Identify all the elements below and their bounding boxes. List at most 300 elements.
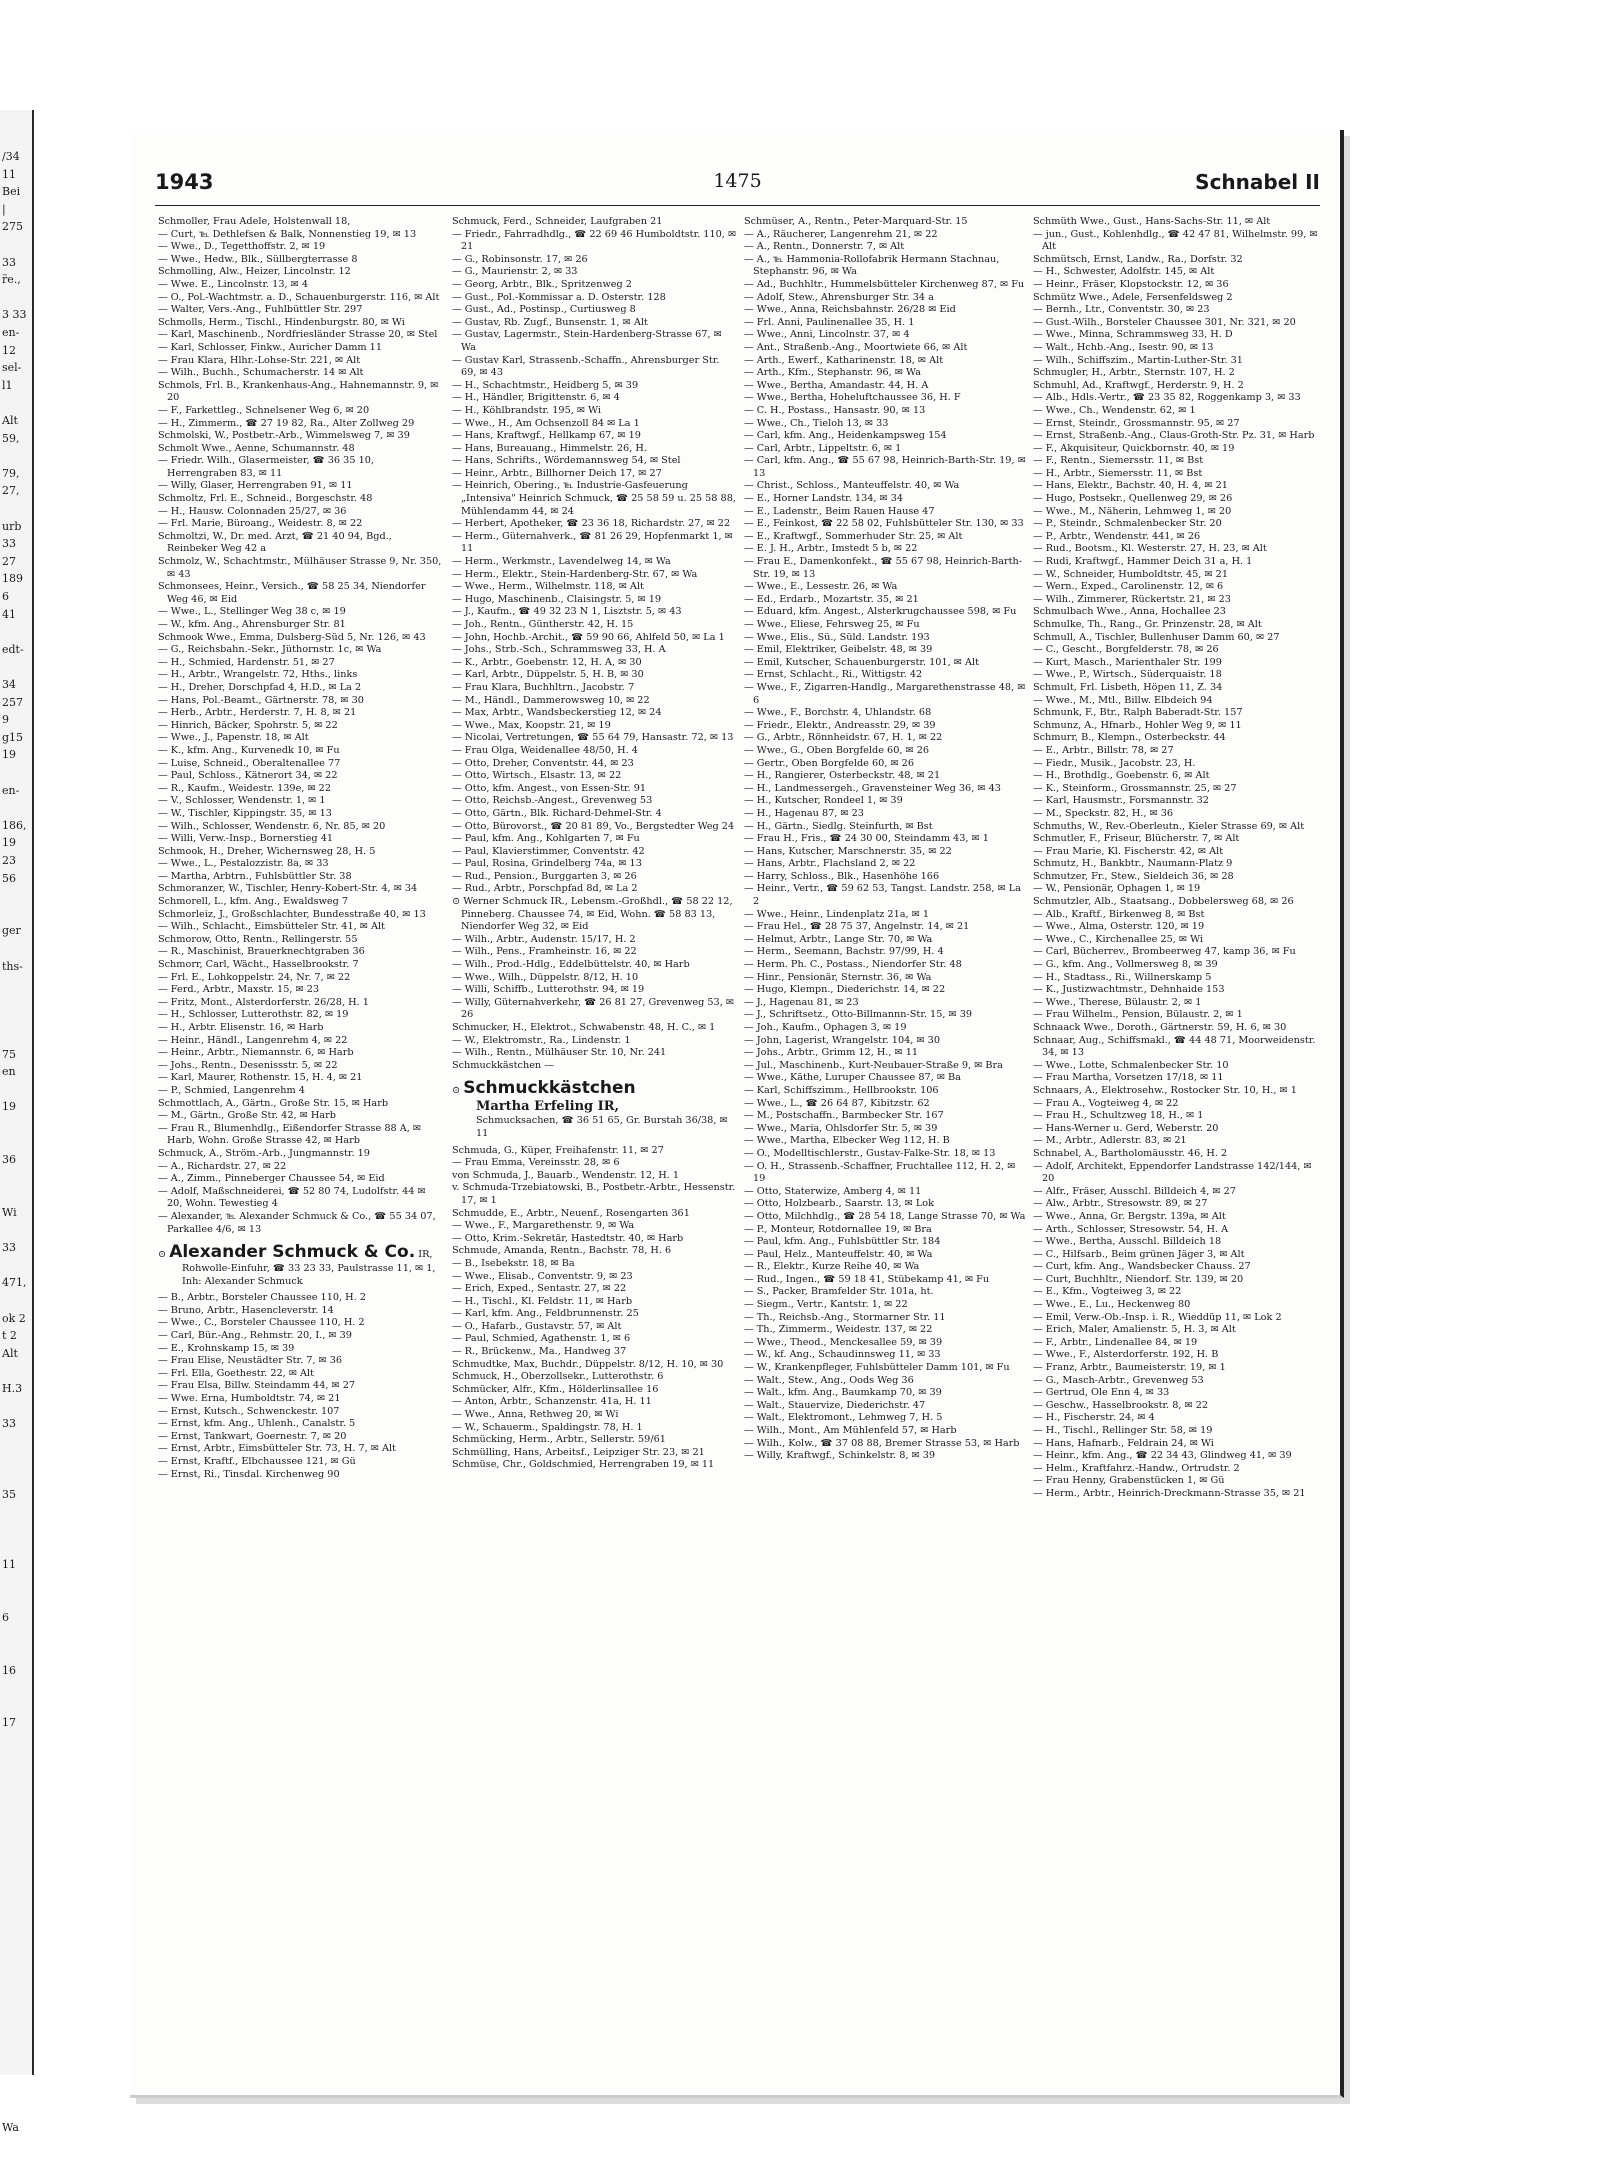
directory-entry: — Hans, Pol.-Beamt., Gärtnerstr. 78, ✉ 30 xyxy=(158,694,364,706)
column-3 xyxy=(744,216,1029,2066)
directory-entry: — Emil, Verw.-Ob.-Insp. i. R., Wieddüp 11, ✉ Lok 2 xyxy=(1033,1311,1282,1323)
directory-entry: — W., Krankenpfleger, Fuhlsbütteler Damm 101, ✉ Fu xyxy=(744,1362,1010,1374)
directory-entry: — G., Arbtr., Rönnheidstr. 67, H. 1, ✉ 22 xyxy=(744,732,943,744)
directory-entry: — G., kfm. Ang., Vollmersweg 8, ✉ 39 xyxy=(1033,959,1218,971)
directory-entry: — Karl, kfm. Ang., Feldbrunnenstr. 25 xyxy=(452,1308,639,1320)
directory-entry: — W., Elektromstr., Ra., Lindenstr. 1 xyxy=(452,1034,631,1046)
directory-entry: — Willy, Glaser, Herrengraben 91, ✉ 11 xyxy=(158,480,353,492)
directory-entry: — Wwe., F., Alsterdorferstr. 192, H. B xyxy=(1033,1349,1219,1361)
directory-entry: — O., Hafarb., Gustavstr. 57, ✉ Alt xyxy=(452,1320,622,1332)
directory-entry: Schnaack Wwe., Doroth., Gärtnerstr. 59, H. 6, ✉ 30 xyxy=(1033,1022,1287,1033)
directory-entry: — Gust., Pol.-Kommissar a. D. Osterstr. 128 xyxy=(452,291,666,303)
directory-entry: — Ernst, Kraftf., Elbchaussee 121, ✉ Gü xyxy=(158,1456,356,1467)
directory-entry: — Ernst, Schlacht., Ri., Wittigstr. 42 xyxy=(744,669,923,681)
directory-entry: Schmoltz, Frl. E., Schneid., Borgeschstr. 48 xyxy=(158,493,373,505)
directory-entry: — Hinrich, Bäcker, Spohrstr. 5, ✉ 22 xyxy=(158,719,338,731)
directory-entry: — Wwe., Minna, Schrammsweg 33, H. D xyxy=(1033,329,1233,341)
directory-entry: — Heinr., Arbtr., Niemannstr. 6, ✉ Harb xyxy=(158,1047,354,1059)
margin-fragment: ger xyxy=(2,924,21,938)
directory-entry: — Gust.-Wilh., Borsteler Chaussee 301, Nr. 321, ✉ 20 xyxy=(1033,316,1296,328)
directory-entry: — Ant., Straßenb.-Ang., Moortwiete 66, ✉ Alt xyxy=(744,341,968,353)
advertisement-schmuckkaestchen xyxy=(452,1078,737,1140)
directory-entry: — Frau Martha, Vorsetzen 17/18, ✉ 11 xyxy=(1033,1072,1224,1084)
directory-entry: — Wilh., Prod.-Hdlg., Eddelbüttelstr. 40, ✉ Harb xyxy=(452,959,690,971)
directory-entry: — Wwe., Hedw., Blk., Süllbergterrasse 8 xyxy=(158,253,358,265)
directory-entry: — Walt., Hchb.-Ang., Isestr. 90, ✉ 13 xyxy=(1033,341,1214,353)
margin-fragment: H.3 xyxy=(2,1382,23,1395)
directory-entry: — Walt., kfm. Ang., Baumkamp 70, ✉ 39 xyxy=(744,1387,942,1399)
directory-entry: — Harry, Schloss., Blk., Hasenhöhe 166 xyxy=(744,870,940,882)
directory-entry: — Frau Elise, Neustädter Str. 7, ✉ 36 xyxy=(158,1355,343,1367)
directory-entry: Schmult, Frl. Lisbeth, Höpen 11, Z. 34 xyxy=(1033,681,1223,693)
margin-fragment: l1 xyxy=(2,378,13,392)
directory-entry: — Frau Olga, Weidenallee 48/50, H. 4 xyxy=(452,744,638,756)
margin-fragment: 56 xyxy=(2,871,16,885)
directory-entry: — M., Gärtn., Große Str. 42, ✉ Harb xyxy=(158,1110,336,1122)
directory-entry: — Frau Emma, Vereinsstr. 28, ✉ 6 xyxy=(452,1157,620,1169)
ad-text: Schmucksachen, ☎ 36 51 65, Gr. Burstah 36/38, ✉ 11 xyxy=(476,1115,728,1139)
directory-entry: Schmolls, Herm., Tischl., Hindenburgstr. 80, ✉ Wi xyxy=(158,316,405,328)
directory-entry: — Wwe., Therese, Bülaustr. 2, ✉ 1 xyxy=(1033,996,1202,1008)
directory-entry: — Karl, Hausmstr., Forsmannstr. 32 xyxy=(1033,795,1209,807)
directory-entry: — Hugo, Klempn., Diederichstr. 14, ✉ 22 xyxy=(744,984,946,996)
directory-entry: — Karl, Maurer, Rothenstr. 15, H. 4, ✉ 21 xyxy=(158,1072,363,1084)
ad-title-line xyxy=(452,1078,737,1099)
directory-entry: Schmüse, Chr., Goldschmied, Herrengraben 19, ✉ 11 xyxy=(452,1459,715,1471)
directory-entry: — Bernh., Ltr., Conventstr. 30, ✉ 23 xyxy=(1033,304,1210,316)
directory-entry: — H., Hausw. Colonnaden 25/27, ✉ 36 xyxy=(158,505,347,517)
margin-fragment: Bei xyxy=(2,185,21,199)
directory-entry: — John, Hochb.-Archit., ☎ 59 90 66, Ahlfeld 50, ✉ La 1 xyxy=(452,631,725,643)
directory-entry: — Wwe., C., Kirchenallee 25, ✉ Wi xyxy=(1033,933,1203,945)
directory-entry: — Willy, Kraftwgf., Schinkelstr. 8, ✉ 39 xyxy=(744,1450,936,1462)
directory-entry: — Otto, Staterwize, Amberg 4, ✉ 11 xyxy=(744,1185,922,1197)
margin-fragment: 11 xyxy=(2,1558,16,1571)
margin-fragment: 186, xyxy=(2,818,27,832)
directory-entry: — Wwe., Anna, Gr. Bergstr. 139a, ✉ Alt xyxy=(1033,1210,1226,1222)
directory-entry: — Walt., Elektromont., Lehmweg 7, H. 5 xyxy=(744,1412,943,1424)
ad-title-line xyxy=(158,1242,443,1263)
margin-fragment: urb xyxy=(2,519,22,533)
directory-entry: — Johs., Arbtr., Grimm 12, H., ✉ 11 xyxy=(744,1047,919,1059)
directory-entry: — Gustav Karl, Strassenb.-Schaffn., Ahrensburger Str. 69, ✉ 43 xyxy=(452,354,720,379)
directory-entry: — E., Kraftwgf., Sommerhuder Str. 25, ✉ Alt xyxy=(744,530,963,542)
directory-entry: — Ed., Erdarb., Mozartstr. 35, ✉ 21 xyxy=(744,593,919,605)
directory-entry: — Wwe., Elis., Sü., Süld. Landstr. 193 xyxy=(744,631,930,643)
directory-entry: — R., Elektr., Kurze Reihe 40, ✉ Wa xyxy=(744,1261,920,1273)
directory-entry: — Wwe., Max, Koopstr. 21, ✉ 19 xyxy=(452,719,611,731)
directory-entry: — Christ., Schloss., Manteuffelstr. 40, ✉ Wa xyxy=(744,480,960,492)
directory-entry: — Rud., Bootsm., Kl. Westerstr. 27, H. 23, ✉ Alt xyxy=(1033,543,1267,555)
directory-entry: — Alfr., Fräser, Ausschl. Billdeich 4, ✉ 27 xyxy=(1033,1185,1236,1197)
directory-entry: — Ernst, kfm. Ang., Uhlenh., Canalstr. 5 xyxy=(158,1418,356,1430)
advertisement-alexander-schmuck xyxy=(158,1242,443,1288)
directory-entry: — Wilh., Schiffszim., Martin-Luther-Str. 31 xyxy=(1033,354,1243,366)
directory-entry: — M., Postschaffn., Barmbecker Str. 167 xyxy=(744,1110,944,1122)
directory-entry: Schmudtke, Max, Buchdr., Düppelstr. 8/12, H. 10, ✉ 30 xyxy=(452,1358,724,1370)
directory-entry: Schmuda, G., Küper, Freihafenstr. 11, ✉ 27 xyxy=(452,1144,664,1156)
column-1 xyxy=(158,216,443,2066)
directory-entry: — Alb., Kraftf., Birkenweg 8, ✉ Bst xyxy=(1033,908,1205,920)
margin-fragment: 19 xyxy=(2,748,16,762)
previous-page-edge xyxy=(0,110,34,2135)
directory-entry: — Hans, Elektr., Bachstr. 40, H. 4, ✉ 21 xyxy=(1033,480,1228,492)
directory-entry: — P., Monteur, Rotdornallee 19, ✉ Bra xyxy=(744,1223,932,1235)
directory-entry: — Hans, Bureauang., Himmelstr. 26, H. xyxy=(452,442,647,454)
margin-fragment: 3 33 xyxy=(2,308,27,322)
directory-entry: — Emil, Kutscher, Schauenburgerstr. 101, ✉ Alt xyxy=(744,656,979,668)
directory-entry: — Arth., Ewerf., Katharinenstr. 18, ✉ Alt xyxy=(744,354,944,366)
directory-entry: — F., Rentn., Siemersstr. 11, ✉ Bst xyxy=(1033,455,1204,467)
directory-entry: Schmütz Wwe., Adele, Fersenfeldsweg 2 xyxy=(1033,291,1233,303)
directory-entry: Schmuths, W., Rev.-Oberleutn., Kieler Strasse 69, ✉ Alt xyxy=(1033,820,1305,832)
directory-entry: — Adolf, Architekt, Eppendorfer Landstrasse 142/144, ✉ 20 xyxy=(1033,1160,1312,1185)
directory-entry: — Max, Arbtr., Wandsbeckerstieg 12, ✉ 24 xyxy=(452,707,662,719)
directory-entry: — Fiedr., Musik., Jacobstr. 23, H. xyxy=(1033,757,1196,769)
directory-entry: — Hans, Kraftwgf., Hellkamp 67, ✉ 19 xyxy=(452,430,641,442)
directory-entry: — Ernst, Kutsch., Schwenckestr. 107 xyxy=(158,1405,340,1417)
margin-fragment: 257 xyxy=(2,695,23,709)
column-4 xyxy=(1033,216,1321,2066)
margin-fragment: t 2 xyxy=(2,1329,17,1343)
directory-entry: — Franz, Arbtr., Baumeisterstr. 19, ✉ 1 xyxy=(1033,1362,1226,1374)
directory-entry: — Frau Hel., ☎ 28 75 37, Angelnstr. 14, ✉ 21 xyxy=(744,921,970,933)
margin-fragment: 75 xyxy=(2,1047,16,1061)
directory-entry: — Jul., Maschinenb., Kurt-Neubauer-Straße 9, ✉ Bra xyxy=(744,1059,1003,1071)
directory-entry: Schmugler, H., Arbtr., Sternstr. 107, H. 2 xyxy=(1033,367,1235,379)
directory-entry: — Wwe. E., Lincolnstr. 13, ✉ 4 xyxy=(158,278,309,290)
directory-entry: — H., Zimmerm., ☎ 27 19 82, Ra., Alter Zollweg 29 xyxy=(158,417,415,429)
column-2 xyxy=(452,216,737,2066)
directory-entry: — H., Schachtmstr., Heidberg 5, ✉ 39 xyxy=(452,379,639,391)
margin-fragment: 9 xyxy=(2,713,9,727)
directory-entry: — Paul, Helz., Manteuffelstr. 40, ✉ Wa xyxy=(744,1248,933,1260)
directory-entry: — Joh., Rentn., Güntherstr. 42, H. 15 xyxy=(452,619,634,630)
directory-entry: — Heinr., Arbtr., Billhorner Deich 17, ✉ 27 xyxy=(452,467,662,479)
directory-entry: — Eduard, kfm. Angest., Alsterkrugchaussee 598, ✉ Fu xyxy=(744,606,1017,618)
directory-entry: Schmunk, F., Btr., Ralph Baberadt-Str. 157 xyxy=(1033,707,1243,719)
directory-entry: — Helmut, Arbtr., Lange Str. 70, ✉ Wa xyxy=(744,933,933,945)
directory-entry: — H., Kutscher, Rondeel 1, ✉ 39 xyxy=(744,795,903,807)
directory-entry: — Erich, Exped., Sentastr. 27, ✉ 22 xyxy=(452,1283,627,1295)
directory-entry: — Carl, Bücherrev., Brombeerweg 47, kamp 36, ✉ Fu xyxy=(1033,946,1296,958)
margin-fragment: 19 xyxy=(2,836,16,850)
directory-entry: — Wwe., F., Zigarren-Handlg., Margarethenstrasse 48, ✉ 6 xyxy=(744,681,1026,706)
directory-entry: — Herm. Ph. C., Postass., Niendorfer Str. 48 xyxy=(744,959,962,971)
circle-mark-icon: ⊙ xyxy=(452,1085,464,1097)
ad-title: Alexander Schmuck & Co. xyxy=(169,1242,416,1263)
directory-entry: — H., Köhlbrandstr. 195, ✉ Wi xyxy=(452,404,601,416)
directory-entry: Schmuck, A., Ström.-Arb., Jungmannstr. 19 xyxy=(158,1147,370,1159)
directory-entry: — Ernst, Arbtr., Eimsbütteler Str. 73, H. 7, ✉ Alt xyxy=(158,1443,396,1455)
directory-entry: — Curt, kfm. Ang., Wandsbecker Chauss. 27 xyxy=(1033,1261,1251,1273)
directory-entry: Schmoller, Frau Adele, Holstenwall 18, xyxy=(158,216,351,227)
directory-entry: — Wwe., H., Am Ochsenzoll 84 ✉ La 1 xyxy=(452,417,640,429)
directory-page xyxy=(130,130,1344,2098)
directory-entry: — Wwe., Bertha, Ausschl. Billdeich 18 xyxy=(1033,1236,1222,1248)
directory-entry: — Walt., Stauervize, Diederichstr. 47 xyxy=(744,1399,926,1411)
directory-entry: — H., Stadtass., Ri., Willnerskamp 5 xyxy=(1033,971,1212,983)
directory-entry: — Wwe., J., Papenstr. 18, ✉ Alt xyxy=(158,732,309,744)
directory-entry: — Herm., Arbtr., Heinrich-Dreckmann-Strasse 35, ✉ 21 xyxy=(1033,1487,1306,1499)
directory-entry: Schmorell, L., kfm. Ang., Ewaldsweg 7 xyxy=(158,896,349,908)
directory-entry: Schmutzler, Alb., Staatsang., Dobbelersweg 68, ✉ 26 xyxy=(1033,896,1294,908)
directory-entry: Schmüser, A., Rentn., Peter-Marquard-Str. 15 xyxy=(744,216,968,227)
circle-mark-icon: ⊙ xyxy=(158,1249,170,1261)
directory-entry: — G., Maurienstr. 2, ✉ 33 xyxy=(452,266,578,278)
margin-fragment: Alt xyxy=(2,1346,18,1360)
directory-entry: — H., Arbtr., Wrangelstr. 72, Hths., links xyxy=(158,669,358,681)
directory-entry: — W., Schneider, Humboldtstr. 45, ✉ 21 xyxy=(1033,568,1228,580)
directory-entry: — Friedr., Elektr., Andreasstr. 29, ✉ 39 xyxy=(744,719,936,731)
directory-entry: — W., kfm. Ang., Ahrensburger Str. 81 xyxy=(158,619,346,630)
margin-fragment: en- xyxy=(2,326,20,339)
directory-entry: — Carl, Bür.-Ang., Rehmstr. 20, I., ✉ 39 xyxy=(158,1330,352,1342)
directory-entry: — Wwe., G., Oben Borgfelde 60, ✉ 26 xyxy=(744,744,930,756)
directory-entry: — John, Lagerist, Wrangelstr. 104, ✉ 30 xyxy=(744,1034,940,1046)
directory-entry: — Georg, Arbtr., Blk., Spritzenweg 2 xyxy=(452,278,632,290)
directory-entry: — E., Ladenstr., Beim Rauen Hause 47 xyxy=(744,505,935,517)
directory-entry: — V., Schlosser, Wendenstr. 1, ✉ 1 xyxy=(158,795,326,807)
directory-entry: — Frl. Ella, Goethestr. 22, ✉ Alt xyxy=(158,1367,315,1379)
page-header xyxy=(155,170,1320,202)
directory-entry: — Rud., Arbtr., Porschpfad 8d, ✉ La 2 xyxy=(452,883,638,895)
margin-fragment: g15 xyxy=(2,730,24,744)
directory-entry: — Frau H., Schultzweg 18, H., ✉ 1 xyxy=(1033,1110,1204,1122)
directory-entry: — Ad., Buchhltr., Hummelsbütteler Kirchenweg 87, ✉ Fu xyxy=(744,278,1025,290)
directory-entry: Schmucker, H., Elektrot., Schwabenstr. 48, H. C., ✉ 1 xyxy=(452,1022,716,1033)
directory-entry: — Wern., Exped., Carolinenstr. 12, ✉ 6 xyxy=(1033,581,1224,593)
directory-entry: — Luise, Schneid., Oberaltenallee 77 xyxy=(158,757,341,769)
directory-entry: — Wwe., Lotte, Schmalenbecker Str. 10 xyxy=(1033,1059,1229,1071)
directory-entry: Schmull, A., Tischler, Bullenhuser Damm 60, ✉ 27 xyxy=(1033,631,1280,643)
directory-entry: Schmutz, H., Bankbtr., Naumann-Platz 9 xyxy=(1033,858,1233,870)
directory-entry: — Wwe., Bertha, Amandastr. 44, H. A xyxy=(744,379,929,391)
directory-entry: — Rud., Pension., Burggarten 3, ✉ 26 xyxy=(452,870,637,882)
directory-entry: — Wwe., Käthe, Luruper Chaussee 87, ✉ Ba xyxy=(744,1072,961,1084)
directory-entry: — H., Schmied, Hardenstr. 51, ✉ 27 xyxy=(158,656,335,668)
margin-fragment: Alt xyxy=(2,414,18,427)
margin-fragment: 34 xyxy=(2,678,16,691)
directory-entry: — Willi, Schiffb., Lutterothstr. 94, ✉ 19 xyxy=(452,984,645,996)
directory-entry: — Wwe., Theod., Menckesallee 59, ✉ 39 xyxy=(744,1336,943,1348)
directory-entry: Schmottlach, A., Gärtn., Große Str. 15, ✉ Harb xyxy=(158,1097,389,1109)
margin-fragment: 35 xyxy=(2,1487,16,1501)
directory-entry: — Ferd., Arbtr., Maxstr. 15, ✉ 23 xyxy=(158,984,320,996)
directory-entry: — Wwe., D., Tegetthoffstr. 2, ✉ 19 xyxy=(158,241,326,253)
directory-entry: — P., Steindr., Schmalenbecker Str. 20 xyxy=(1033,518,1222,530)
directory-entry: — Wilh., Buchh., Schumacherstr. 14 ✉ Alt xyxy=(158,367,364,379)
directory-entry: — Otto, Bürovorst., ☎ 20 81 89, Vo., Bergstedter Weg 24 xyxy=(452,820,735,832)
directory-entry: — K., Steinform., Grossmannstr. 25, ✉ 27 xyxy=(1033,782,1237,794)
directory-entry: Schmücking, Herm., Arbtr., Sellerstr. 59/61 xyxy=(452,1434,666,1446)
directory-entry: — H., Tischl., Kl. Feldstr. 11, ✉ Harb xyxy=(452,1295,633,1307)
directory-entry: — Anton, Arbtr., Schanzenstr. 41a, H. 11 xyxy=(452,1396,652,1408)
directory-entry: Schnabel, A., Bartholomäusstr. 46, H. 2 xyxy=(1033,1147,1228,1159)
directory-entry: — Ernst, Straßenb.-Ang., Claus-Groth-Str. Pz. 31, ✉ Harb xyxy=(1033,430,1315,442)
margin-fragment: 33 xyxy=(2,1417,16,1431)
margin-fragment: 41 xyxy=(2,607,16,621)
directory-entry: — Arth., Kfm., Stephanstr. 96, ✉ Wa xyxy=(744,367,921,379)
directory-entry: — Wwe., Herm., Wilhelmstr. 118, ✉ Alt xyxy=(452,581,644,593)
directory-entry: — Fritz, Mont., Alsterdorferstr. 26/28, H. 1 xyxy=(158,996,369,1008)
margin-fragment: 17 xyxy=(2,1716,16,1730)
directory-entry: Schnaars, A., Elektrosehw., Rostocker Str. 10, H., ✉ 1 xyxy=(1033,1084,1297,1096)
margin-fragment: 11 xyxy=(2,167,16,181)
directory-entry: — Bruno, Arbtr., Hasencleverstr. 14 xyxy=(158,1304,334,1316)
directory-entry: — Karl, Schlosser, Finkw., Auricher Damm 11 xyxy=(158,341,383,353)
directory-entry: — Carl, kfm. Ang., Heidenkampsweg 154 xyxy=(744,430,947,442)
directory-entry: Schmook Wwe., Emma, Dulsberg-Süd 5, Nr. 126, ✉ 43 xyxy=(158,631,426,643)
directory-entry: Schmuhl, Ad., Kraftwgf., Herderstr. 9, H. 2 xyxy=(1033,379,1244,391)
directory-entry: — Wwe., E., Lu., Heckenweg 80 xyxy=(1033,1299,1191,1311)
directory-entry: — Wwe., Elisab., Conventstr. 9, ✉ 23 xyxy=(452,1270,633,1282)
directory-entry: — Wwe., Anna, Rethweg 20, ✉ Wi xyxy=(452,1409,619,1421)
directory-entry: — Heinr., Fräser, Klopstockstr. 12, ✉ 36 xyxy=(1033,278,1229,290)
directory-entry: — Paul, Rosina, Grindelberg 74a, ✉ 13 xyxy=(452,858,642,870)
margin-fragment: 59, xyxy=(2,431,20,445)
margin-fragment: en- xyxy=(2,783,20,797)
directory-entry: — Arth., Schlosser, Stresowstr. 54, H. A xyxy=(1033,1223,1229,1235)
directory-entry: Schmude, Amanda, Rentn., Bachstr. 78, H. 6 xyxy=(452,1245,672,1257)
directory-entry: — R., Kaufm., Weidestr. 139e, ✉ 22 xyxy=(158,782,331,794)
directory-entry: Schmuck, Ferd., Schneider, Laufgraben 21 xyxy=(452,216,663,227)
directory-entry: — Siegm., Vertr., Kantstr. 1, ✉ 22 xyxy=(744,1299,908,1311)
directory-entry: — C., Hilfsarb., Beim grünen Jäger 3, ✉ Alt xyxy=(1033,1248,1245,1260)
margin-fragment: 33 xyxy=(2,537,16,551)
directory-entry: — H., Arbtr. Elisenstr. 16, ✉ Harb xyxy=(158,1022,324,1033)
directory-entry: — Wilh., Zimmerer, Rückertstr. 21, ✉ 23 xyxy=(1033,593,1231,605)
header-year: 1943 xyxy=(155,170,214,194)
header-surname-range: Schnabel II xyxy=(1195,170,1320,194)
directory-entry: — R., Brückenw., Ma., Handweg 37 xyxy=(452,1346,627,1358)
directory-entry: — W., Tischler, Kippingstr. 35, ✉ 13 xyxy=(158,807,332,819)
directory-entry: — B., Arbtr., Borsteler Chaussee 110, H. 2 xyxy=(158,1292,366,1304)
directory-entry: — Willy, Güternahverkehr, ☎ 26 81 27, Grevenweg 53, ✉ 26 xyxy=(452,996,734,1021)
directory-entry: — Willi, Verw.-Insp., Bornerstieg 41 xyxy=(158,833,334,845)
directory-entry: — Wilh., Schlacht., Eimsbütteler Str. 41, ✉ Alt xyxy=(158,921,385,933)
directory-entry: Schmorleiz, J., Großschlachter, Bundesstraße 40, ✉ 13 xyxy=(158,908,426,920)
margin-fragment: Wa xyxy=(2,2121,19,2135)
directory-entry: — Emil, Elektriker, Geibelstr. 48, ✉ 39 xyxy=(744,644,933,656)
directory-entry: — Alw., Arbtr., Stresowstr. 89, ✉ 27 xyxy=(1033,1198,1208,1210)
directory-entry: Schmolling, Alw., Heizer, Lincolnstr. 12 xyxy=(158,266,351,278)
directory-entry: — Adolf, Stew., Ahrensburger Str. 34 a xyxy=(744,291,934,303)
directory-entry: — Gustav, Lagermstr., Stein-Hardenberg-Strasse 67, ✉ Wa xyxy=(452,329,722,353)
margin-fragment: sel- xyxy=(2,361,22,375)
margin-fragment: 6 xyxy=(2,1610,9,1624)
directory-entry: — Ernst, Steindr., Grossmannstr. 95, ✉ 27 xyxy=(1033,417,1240,429)
directory-entry: Schmols, Frl. B., Krankenhaus-Ang., Hahnemannstr. 9, ✉ 20 xyxy=(158,379,439,404)
directory-entry: — Walter, Vers.-Ang., Fuhlbüttler Str. 297 xyxy=(158,304,363,316)
directory-entry: Schmülling, Hans, Arbeitsf., Leipziger Str. 23, ✉ 21 xyxy=(452,1446,705,1458)
directory-entry: — Karl, Maschinenb., Nordfriesländer Strasse 20, ✉ Stel xyxy=(158,329,438,341)
directory-entry: — F., Arbtr., Lindenallee 84, ✉ 19 xyxy=(1033,1336,1198,1348)
directory-entry: — Th., Reichsb.-Ang., Stormarner Str. 11 xyxy=(744,1311,946,1323)
directory-entry: — Frl. Marie, Büroang., Weidestr. 8, ✉ 22 xyxy=(158,518,363,530)
ad-owner: Martha Erfeling xyxy=(476,1099,594,1115)
directory-entry: — Martha, Arbtrn., Fuhlsbüttler Str. 38 xyxy=(158,870,352,882)
directory-entry: Schmolski, W., Postbetr.-Arb., Wimmelsweg 7, ✉ 39 xyxy=(158,430,410,442)
directory-entry: — W., Schauerm., Spaldingstr. 78, H. 1 xyxy=(452,1421,643,1433)
directory-entry: — Wwe., Maria, Ohlsdorfer Str. 5, ✉ 39 xyxy=(744,1122,938,1134)
directory-entry: — E., Kfm., Vogteiweg 3, ✉ 22 xyxy=(1033,1286,1182,1298)
directory-entry: — H., Tischl., Rellinger Str. 58, ✉ 19 xyxy=(1033,1425,1213,1436)
directory-entry: — M., Speckstr. 82, H., ✉ 36 xyxy=(1033,807,1174,819)
directory-entry: — K., Justizwachtmstr., Dehnhaide 153 xyxy=(1033,984,1225,996)
directory-entry: Schmulke, Th., Rang., Gr. Prinzenstr. 28, ✉ Alt xyxy=(1033,619,1262,630)
directory-entry: — Friedr. Wilh., Glasermeister, ☎ 36 35 10, Herrengraben 83, ✉ 11 xyxy=(158,455,374,479)
directory-entry: — Wilh., Schlosser, Wendenstr. 6, Nr. 85, ✉ 20 xyxy=(158,820,386,832)
directory-entry: — Rudi, Kraftwgf., Hammer Deich 31 a, H. 1 xyxy=(1033,556,1253,568)
directory-entry: — Kurt, Masch., Marienthaler Str. 199 xyxy=(1033,656,1222,668)
directory-entry: — O., Modelltischlerstr., Gustav-Falke-Str. 18, ✉ 13 xyxy=(744,1147,996,1159)
margin-fragment: 19 xyxy=(2,1100,16,1114)
margin-fragment: 79, xyxy=(2,466,20,480)
directory-entry: — Wwe., Ch., Wendenstr. 62, ✉ 1 xyxy=(1033,404,1196,416)
directory-entry: — Karl, Schiffszimm., Hellbrookstr. 106 xyxy=(744,1084,939,1096)
directory-entry: — Wwe., F., Borchstr. 4, Uhlandstr. 68 xyxy=(744,707,932,719)
directory-entry: — Wwe., L., ☎ 26 64 87, Kibitzstr. 62 xyxy=(744,1097,930,1109)
directory-entry: — Joh., Kaufm., Ophagen 3, ✉ 19 xyxy=(744,1022,907,1033)
directory-entry: — Paul, kfm. Ang., Kohlgarten 7, ✉ Fu xyxy=(452,833,640,845)
directory-entry: Schmurr, B., Klempn., Osterbeckstr. 44 xyxy=(1033,732,1226,744)
margin-fragment: 27, xyxy=(2,484,20,498)
margin-fragment: 275 xyxy=(2,220,23,234)
directory-entry: — Heinr., Händl., Langenrehm 4, ✉ 22 xyxy=(158,1034,348,1046)
directory-entry: — M., Arbtr., Adlerstr. 83, ✉ 21 xyxy=(1033,1135,1187,1147)
directory-entry: — Wwe. Erna, Humboldtstr. 74, ✉ 21 xyxy=(158,1393,341,1405)
directory-entry: — Wwe., P., Wirtsch., Süderquaistr. 18 xyxy=(1033,669,1222,681)
directory-entry: — Wwe., Anni, Lincolnstr. 37, ✉ 4 xyxy=(744,329,910,341)
directory-entry: — Otto, Wirtsch., Elsastr. 13, ✉ 22 xyxy=(452,770,622,782)
margin-fragment: 33 xyxy=(2,255,16,269)
directory-entry: — Hugo, Postsekr., Quellenweg 29, ✉ 26 xyxy=(1033,493,1233,505)
directory-entry: — Otto, Krim.-Sekretär, Hastedtstr. 40, ✉ Harb xyxy=(452,1232,684,1244)
directory-entry: Schmuck, H., Oberzollsekr., Lutterothstr. 6 xyxy=(452,1371,664,1383)
directory-entry: — H., Gärtn., Siedlg. Steinfurth, ✉ Bst xyxy=(744,820,933,832)
directory-entry: — Hinr., Pensionär, Sternstr. 36, ✉ Wa xyxy=(744,971,932,983)
directory-entry: — Curt, ℡ Dethlefsen & Balk, Nonnenstieg 19, ✉ 13 xyxy=(158,228,417,240)
margin-fragment: ths- xyxy=(2,959,23,973)
directory-entry: — Otto, Holzbearb., Saarstr. 13, ✉ Lok xyxy=(744,1198,934,1210)
directory-entry: — Hans, Hafnarb., Feldrain 24, ✉ Wi xyxy=(1033,1437,1214,1449)
directory-entry: Schmunz, A., Hfnarb., Hohler Weg 9, ✉ 11 xyxy=(1033,719,1242,731)
directory-entry: — G., Reichsbahn.-Sekr., Jüthornstr. 1c, ✉ Wa xyxy=(158,644,382,656)
margin-fragment: 36 xyxy=(2,1153,16,1167)
directory-entry: — K., Arbtr., Goebenstr. 12, H. A, ✉ 30 xyxy=(452,656,642,668)
directory-entry: — Wwe., Eliese, Fehrsweg 25, ✉ Fu xyxy=(744,619,920,630)
margin-fragment: Wi xyxy=(2,1206,17,1219)
directory-entry: — H., Händler, Brigittenstr. 6, ✉ 4 xyxy=(452,392,620,404)
directory-entry: — H., Landmessergeh., Gravensteiner Weg 36, ✉ 43 xyxy=(744,782,1001,794)
directory-entry: — Wwe., Anna, Reichsbahnstr. 26/28 ✉ Eid xyxy=(744,304,956,316)
directory-entry: — Friedr., Fahrradhdlg., ☎ 22 69 46 Humboldtstr. 110, ✉ 21 xyxy=(452,228,737,253)
directory-entry: — P., Arbtr., Wendenstr. 441, ✉ 26 xyxy=(1033,530,1201,542)
directory-entry: Schmutzer, Fr., Stew., Sieldeich 36, ✉ 28 xyxy=(1033,870,1234,882)
directory-entry: — Gertr., Oben Borgfelde 60, ✉ 26 xyxy=(744,757,914,769)
directory-entry: Schmudde, E., Arbtr., Neuenf., Rosengarten 361 xyxy=(452,1207,690,1219)
directory-entry: — Frau Klara, Buchhltrn., Jacobstr. 7 xyxy=(452,681,635,693)
directory-entry: — H., Fischerstr. 24, ✉ 4 xyxy=(1033,1412,1155,1424)
margin-fragment: r̈e., xyxy=(2,273,21,287)
directory-entry: — Otto, Gärtn., Blk. Richard-Dehmel-Str. 4 xyxy=(452,807,662,819)
directory-entry: Schmonsees, Heinr., Versich., ☎ 58 25 34, Niendorfer Weg 46, ✉ Eid xyxy=(158,581,426,605)
directory-entry: — Alexander, ℡ Alexander Schmuck & Co., ☎ 55 34 07, Parkallee 4/6, ✉ 13 xyxy=(158,1210,436,1235)
directory-entry: — S., Packer, Bramfelder Str. 101a, ht. xyxy=(744,1286,934,1298)
directory-entry: Schmook, H., Dreher, Wichernsweg 28, H. 5 xyxy=(158,845,376,857)
directory-entry: — Alb., Hdls.-Vertr., ☎ 23 35 82, Roggenkamp 3, ✉ 33 xyxy=(1033,392,1301,404)
